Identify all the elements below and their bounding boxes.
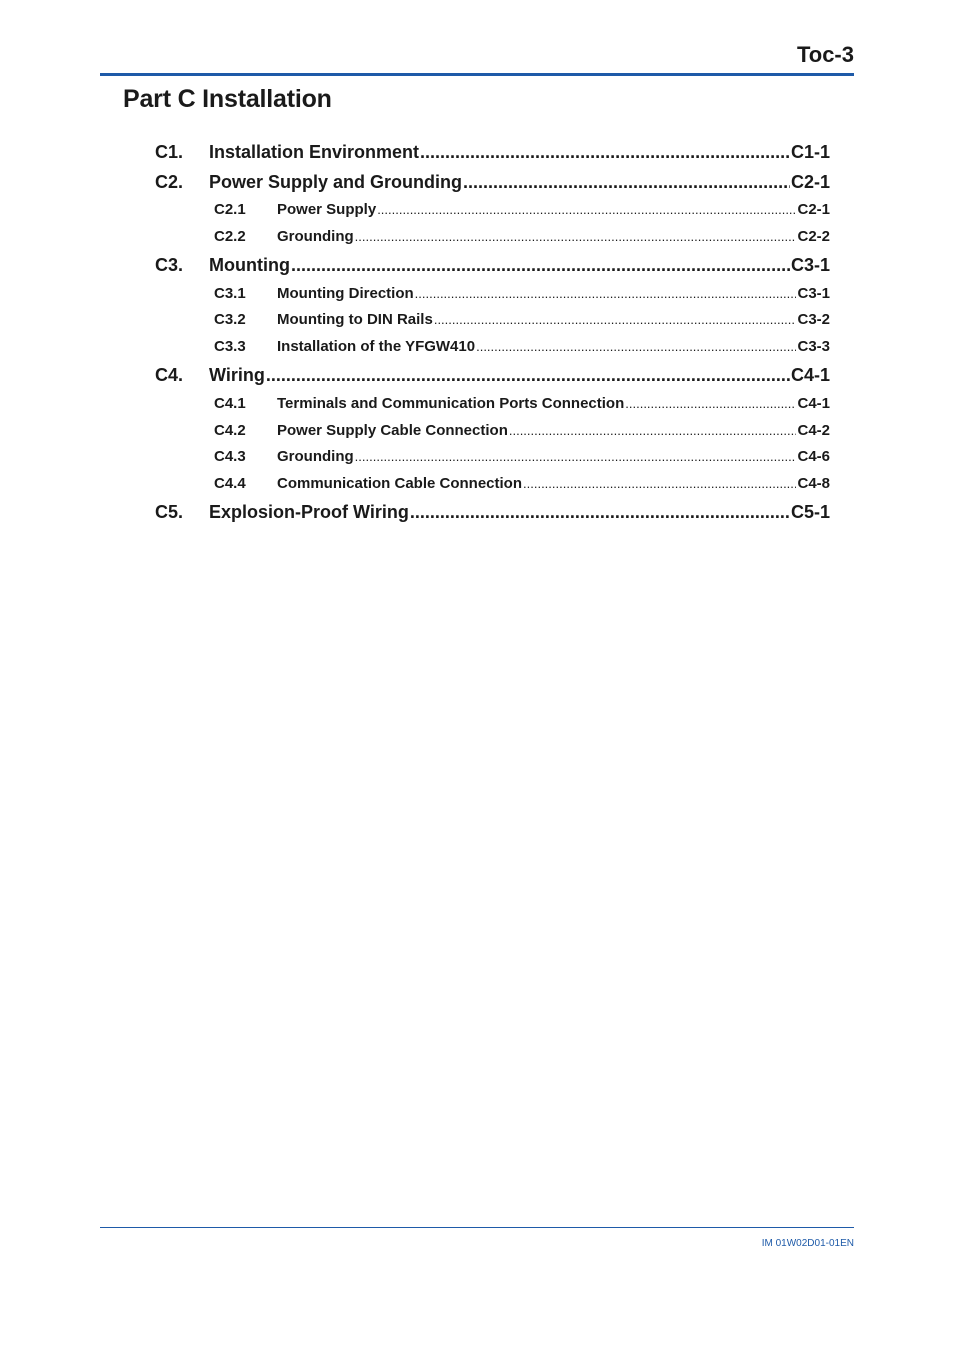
toc-entry-title: Power Supply (277, 201, 377, 218)
dot-leader (476, 338, 796, 355)
toc-entry-page: C2-2 (797, 228, 830, 245)
toc-entry-c3[interactable] (155, 255, 830, 276)
toc-entry-number: C3.1 (214, 285, 246, 302)
dot-leader (377, 201, 796, 218)
dot-leader (291, 255, 790, 276)
toc-entry-page: C4-2 (797, 422, 830, 439)
toc-entry-page: C2-1 (790, 172, 830, 192)
toc-entry-c4-2[interactable] (214, 422, 830, 439)
toc-entry-c3-2[interactable] (214, 311, 830, 328)
toc-entry-number: C4. (155, 365, 184, 385)
dot-leader (509, 422, 797, 439)
toc-entry-number: C1. (155, 142, 184, 162)
toc-entry-c3-1[interactable] (214, 285, 830, 302)
toc-entry-c4[interactable] (155, 365, 830, 386)
toc-entry-page: C4-8 (797, 475, 830, 492)
toc-entry-number: C5. (155, 502, 184, 522)
page-number: Toc-3 (796, 42, 854, 67)
toc-entry-c2-1[interactable] (214, 201, 830, 218)
document-id: IM 01W02D01-01EN (761, 1238, 854, 1249)
toc-entry-number: C3.3 (214, 338, 246, 355)
toc-entry-title: Mounting Direction (277, 285, 414, 302)
toc-entry-title: Power Supply and Grounding (209, 172, 463, 192)
toc-entry-number: C2. (155, 172, 184, 192)
toc-entry-title: Explosion-Proof Wiring (209, 502, 409, 522)
toc-entry-title: Grounding (277, 448, 354, 465)
toc-entry-page: C4-6 (797, 448, 830, 465)
toc-entry-number: C3. (155, 255, 184, 275)
toc-entry-title: Grounding (277, 228, 354, 245)
toc-entry-page: C3-3 (797, 338, 830, 355)
toc-entry-number: C4.4 (214, 475, 246, 492)
footer-divider (100, 1227, 854, 1228)
toc-entry-title: Terminals and Communication Ports Connection (277, 395, 625, 412)
toc-entry-title: Communication Cable Connection (277, 475, 523, 492)
toc-entry-title: Mounting to DIN Rails (277, 311, 433, 328)
toc-entry-number: C3.2 (214, 311, 246, 328)
toc-entry-c4-1[interactable] (214, 395, 830, 412)
dot-leader (410, 502, 790, 523)
dot-leader (625, 395, 796, 412)
dot-leader (420, 142, 790, 163)
toc-entry-number: C4.3 (214, 448, 246, 465)
dot-leader (523, 475, 796, 492)
toc-entry-title: Wiring (209, 365, 265, 385)
toc-entry-title: Installation Environment (209, 142, 420, 162)
toc-entry-c5[interactable] (155, 502, 830, 523)
toc-entry-page: C3-2 (797, 311, 830, 328)
toc-entry-c2-2[interactable] (214, 228, 830, 245)
page-title: Part C Installation (123, 85, 332, 113)
toc-entry-page: C5-1 (790, 502, 830, 522)
toc-entry-c2[interactable] (155, 172, 830, 193)
toc-entry-number: C4.2 (214, 422, 246, 439)
toc-entry-page: C2-1 (797, 201, 830, 218)
toc-entry-page: C3-1 (797, 285, 830, 302)
dot-leader (266, 365, 790, 386)
dot-leader (434, 311, 797, 328)
toc-entry-page: C4-1 (790, 365, 830, 385)
dot-leader (355, 228, 797, 245)
toc-entry-c4-4[interactable] (214, 475, 830, 492)
toc-entry-title: Power Supply Cable Connection (277, 422, 508, 439)
toc-entry-number: C2.1 (214, 201, 246, 218)
dot-leader (463, 172, 790, 193)
dot-leader (355, 448, 797, 465)
dot-leader (415, 285, 797, 302)
toc-entry-c4-3[interactable] (214, 448, 830, 465)
toc-entry-c3-3[interactable] (214, 338, 830, 355)
toc-entry-page: C1-1 (790, 142, 830, 162)
toc-entry-c1[interactable] (155, 142, 830, 163)
header-divider (100, 73, 854, 76)
toc-entry-title: Installation of the YFGW410 (277, 338, 476, 355)
toc-entry-title: Mounting (209, 255, 290, 275)
toc-entry-page: C4-1 (797, 395, 830, 412)
toc-entry-number: C4.1 (214, 395, 246, 412)
toc-entry-page: C3-1 (790, 255, 830, 275)
toc-entry-number: C2.2 (214, 228, 246, 245)
